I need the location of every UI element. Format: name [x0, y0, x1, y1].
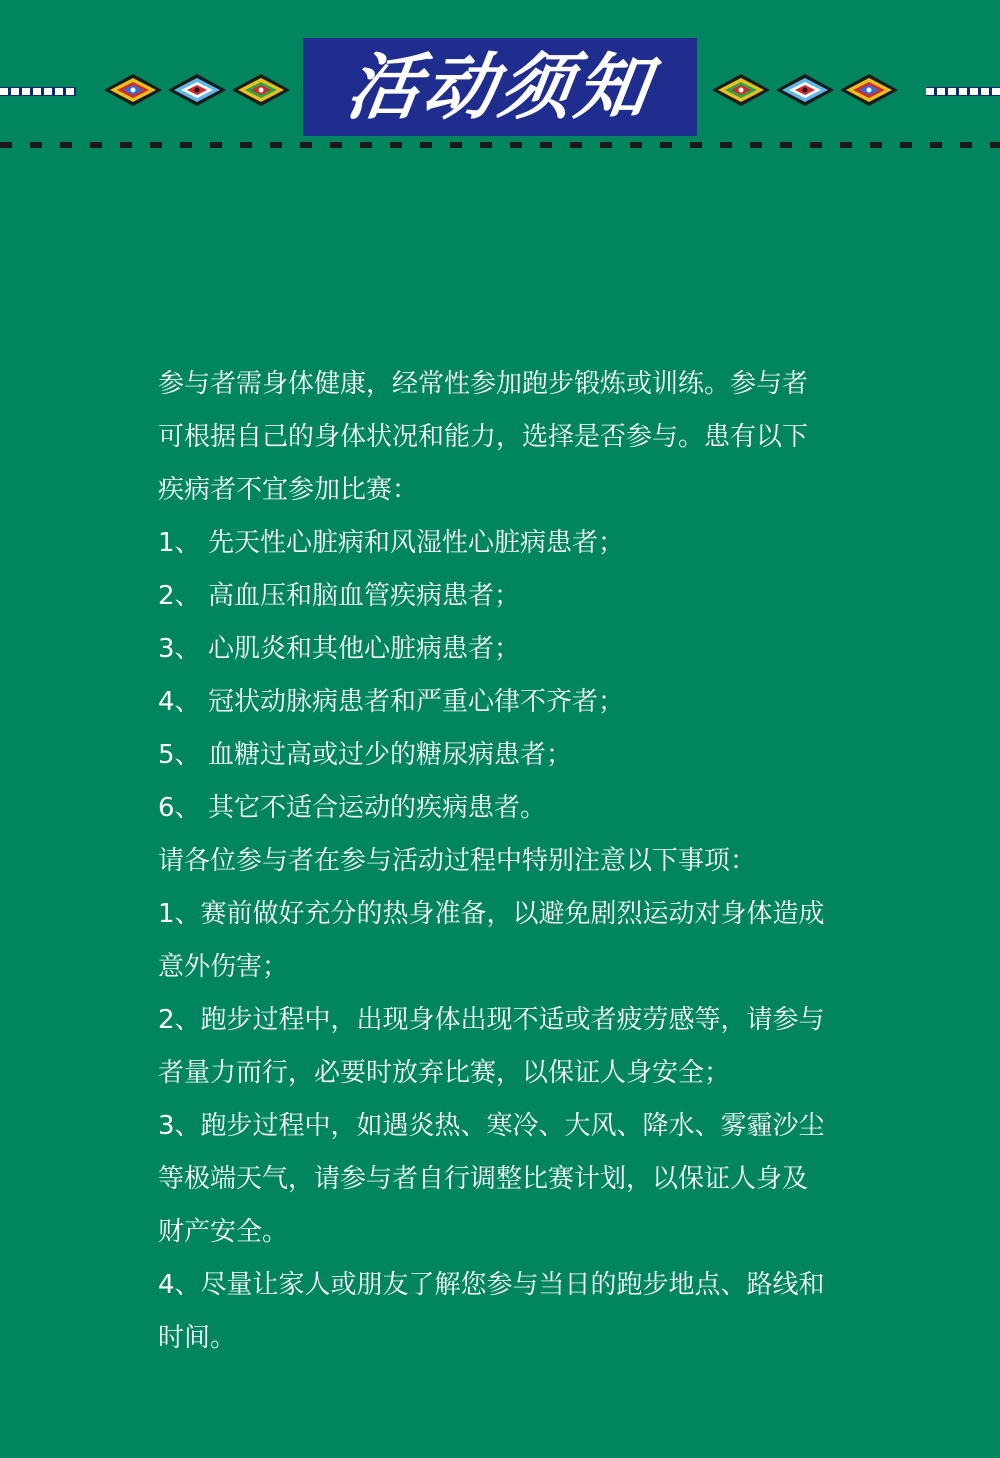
- disease-item: [158, 729, 848, 782]
- notice-line: 时间。: [158, 1323, 237, 1353]
- disease-number: 5、: [158, 740, 201, 770]
- diamond-ornament-icon: [710, 72, 772, 108]
- notice-line: 者量力而行，必要时放弃比赛，以保证人身安全；: [158, 1058, 731, 1088]
- disease-number: 4、: [158, 687, 201, 717]
- disease-item: [158, 782, 848, 835]
- notice-line: 4、尽量让家人或朋友了解您参与当日的跑步地点、路线和: [158, 1270, 825, 1300]
- diamond-ornament-icon: [166, 72, 228, 108]
- notice-line: 财产安全。: [158, 1217, 289, 1247]
- header-banner: [0, 0, 1000, 160]
- diamond-ornament-icon: [774, 72, 836, 108]
- disease-item: [158, 676, 848, 729]
- notice-line: 3、跑步过程中，如遇炎热、寒冷、大风、降水、雾霾沙尘: [158, 1111, 825, 1141]
- disease-text: 血糖过高或过少的糖尿病患者；: [208, 740, 573, 770]
- notice-line: 请各位参与者在参与活动过程中特别注意以下事项：: [158, 846, 757, 876]
- notice-line: 1、赛前做好充分的热身准备，以避免剧烈运动对身体造成: [158, 899, 825, 929]
- right-stripe-decoration: [926, 87, 1000, 96]
- page-title: 活动须知: [342, 45, 658, 129]
- title-box: [303, 38, 697, 136]
- notice-body: [158, 358, 848, 1365]
- diamond-ornament-icon: [102, 72, 164, 108]
- disease-number: 6、: [158, 793, 201, 823]
- disease-item: [158, 623, 848, 676]
- left-stripe-decoration: [0, 87, 76, 96]
- disease-text: 高血压和脑血管疾病患者；: [208, 581, 521, 611]
- disease-item: [158, 570, 848, 623]
- notice-line: 等极端天气，请参与者自行调整比赛计划，以保证人身及: [158, 1164, 809, 1194]
- notice-line: 2、跑步过程中，出现身体出现不适或者疲劳感等，请参与: [158, 1005, 825, 1035]
- disease-text: 心肌炎和其他心脏病患者；: [208, 634, 521, 664]
- disease-number: 1、: [158, 528, 201, 558]
- intro-line: 参与者需身体健康，经常性参加跑步锻炼或训练。参与者: [158, 369, 809, 399]
- disease-item: [158, 517, 848, 570]
- disease-text: 先天性心脏病和风湿性心脏病患者；: [208, 528, 625, 558]
- diamond-ornament-icon: [838, 72, 900, 108]
- intro-line: 可根据自己的身体状况和能力，选择是否参与。患有以下: [158, 422, 809, 452]
- notice-line: 意外伤害；: [158, 952, 289, 982]
- disease-number: 3、: [158, 634, 201, 664]
- dashed-divider: [0, 142, 1000, 148]
- intro-line: 疾病者不宜参加比赛：: [158, 475, 419, 505]
- disease-text: 其它不适合运动的疾病患者。: [208, 793, 547, 823]
- disease-number: 2、: [158, 581, 201, 611]
- disease-text: 冠状动脉病患者和严重心律不齐者；: [208, 687, 625, 717]
- diamond-ornament-icon: [230, 72, 292, 108]
